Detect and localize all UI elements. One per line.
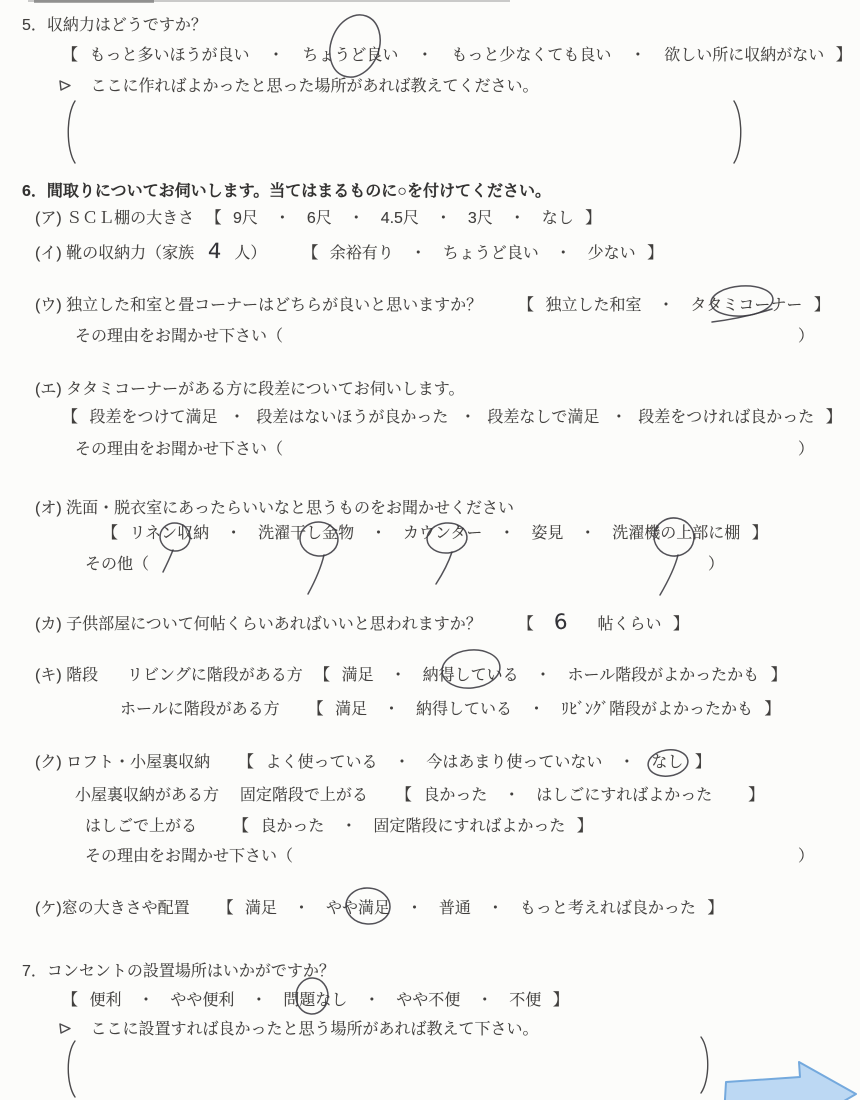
bracket-open: 【 <box>517 616 534 633</box>
separator-dot: ・ <box>250 992 267 1009</box>
close-paren: ） <box>798 328 815 345</box>
q7-option-2-selected: 問題なし <box>283 991 347 1011</box>
q6-title: 6．間取りについてお伺いします。当てはまるものに○を付けてください。 <box>22 183 551 200</box>
bracket-open: 【 <box>205 210 222 227</box>
q6-a-row <box>35 209 608 229</box>
separator-dot: ・ <box>390 667 407 684</box>
q6-ki-row1-option-2: ホール階段がよかったかも <box>567 667 760 684</box>
q5-prompt: ここに作ればよかったと思った場所があれば教えてください。 <box>58 77 538 97</box>
q6-ku-row3-option-1: 固定階段にすればよかった <box>373 818 566 835</box>
q6-ku-row2 <box>75 786 771 806</box>
answer-paren-right <box>698 1036 714 1094</box>
q6-ku-option-1: 今はあまり使っていない <box>426 754 603 771</box>
q6-ka-row <box>35 609 696 635</box>
handwritten-number-6: 6 <box>553 609 569 635</box>
bracket-open: 【 <box>302 245 319 262</box>
q6-o-option-2-selected: カウンター <box>403 524 482 544</box>
bracket-open: 【 <box>314 667 331 684</box>
q6-i-row <box>35 238 670 264</box>
q6-ki-row2 <box>120 700 787 720</box>
q6-ka-label: (カ) 子供部屋について何帖くらいあればいいと思われますか？ <box>35 616 482 633</box>
separator-dot: ・ <box>435 210 452 227</box>
bracket-close: 】 <box>707 900 724 917</box>
q6-ku-row3-option-0: 良かった <box>260 818 325 835</box>
q6-o-option-3: 姿見 <box>531 525 564 542</box>
page-turn-arrow <box>718 1058 860 1100</box>
q7-prompt: ここに設置すれば良かったと思う場所があれば教えて下さい。 <box>58 1020 538 1040</box>
separator-dot: ・ <box>363 992 380 1009</box>
q6-a-option-4: なし <box>541 210 574 227</box>
separator-dot: ・ <box>476 992 493 1009</box>
handwritten-number-4: 4 <box>207 238 222 264</box>
separator-dot: ・ <box>137 992 154 1009</box>
q6-u-option-0: 独立した和室 <box>545 297 642 314</box>
q6-ki-row2-label: ホールに階段がある方 <box>120 701 280 718</box>
q6-ki-row2-option-0: 満足 <box>335 701 368 718</box>
q6-u-reason: その理由をお聞かせ下さい（ ） <box>75 328 815 345</box>
q6-ke-option-3: もっと考えれば良かった <box>519 900 696 917</box>
q6-ke-option-0: 満足 <box>245 900 278 917</box>
separator-dot: ・ <box>267 47 284 64</box>
q6-ku-row2-option-0: 良かった <box>423 787 488 804</box>
q6-i-label-post: 人） <box>234 245 267 262</box>
bracket-open: 【 <box>395 787 412 804</box>
q6-i-option-2: 少ない <box>587 245 636 262</box>
bracket-close: 】 <box>552 992 569 1009</box>
bracket-close: 】 <box>585 210 602 227</box>
q6-ku-row1 <box>35 753 718 773</box>
separator-dot: ・ <box>340 818 357 835</box>
answer-paren-right <box>731 100 747 164</box>
bracket-open: 【 <box>217 900 234 917</box>
q6-ku-row2-pre: 小屋裏収納がある方 <box>75 787 220 804</box>
q6-ki-row1 <box>35 666 794 686</box>
q6-ka-unit: 帖くらい <box>597 616 662 633</box>
q6-ku-label: (ク) ロフト・小屋裏収納 <box>35 754 211 771</box>
q6-e-reason: その理由をお聞かせ下さい（ ） <box>75 441 815 458</box>
q5-option-3: 欲しい所に収納がない <box>664 47 825 64</box>
q6-ke-option-1-selected: やや満足 <box>326 899 390 919</box>
q6-ku-row2-label: 固定階段で上がる <box>239 787 368 804</box>
q6-a-option-1: 6尺 <box>306 210 332 227</box>
q6-o-option-1-selected: 洗濯干し金物 <box>258 524 354 544</box>
q6-ku-option-2-selected: なし <box>651 753 683 773</box>
q6-u-option-1-selected: タタミコーナー <box>690 296 802 316</box>
q6-u-row <box>35 296 837 316</box>
handwritten-circle <box>322 10 392 82</box>
bracket-open: 【 <box>102 525 119 542</box>
q6-ke-label: (ケ)窓の大きさや配置 <box>35 900 190 917</box>
q6-ki-row1-option-0: 満足 <box>341 667 374 684</box>
q6-ki-row1-option-1-selected: 納得している <box>423 666 519 686</box>
bracket-close: 】 <box>764 701 781 718</box>
answer-paren-left <box>62 100 78 164</box>
q7-title: 7．コンセントの設置場所はいかがですか？ <box>22 963 335 980</box>
separator-dot: ・ <box>225 525 242 542</box>
bracket-open: 【 <box>62 992 79 1009</box>
q6-a-option-3: 3尺 <box>467 210 493 227</box>
q6-o-label: (オ) 洗面・脱衣室にあったらいいなと思うものをお聞かせください <box>35 500 514 517</box>
q7-option-1: やや便利 <box>170 992 235 1009</box>
q6-i-option-1: ちょうど良い <box>442 245 539 262</box>
q6-e-options <box>55 408 849 428</box>
q6-ke-option-2: 普通 <box>438 900 471 917</box>
separator-dot: ・ <box>348 210 365 227</box>
separator-dot: ・ <box>629 47 646 64</box>
q6-a-option-0: 9尺 <box>233 210 258 227</box>
separator-dot: ・ <box>416 47 433 64</box>
separator-dot: ・ <box>657 297 674 314</box>
q6-ki-row2-option-2: ﾘﾋﾞﾝｸﾞ階段がよかったかも <box>560 701 753 718</box>
bracket-open: 【 <box>232 818 249 835</box>
q6-ki-label: (キ) 階段 <box>35 667 99 684</box>
q7-option-4: 不便 <box>509 992 542 1009</box>
q6-ku-row3-label: はしごで上がる <box>85 818 198 835</box>
q6-o-option-4-selected: 洗濯機の上部に棚 <box>612 524 740 544</box>
q5-title: 5．収納力はどうですか？ <box>22 17 207 34</box>
bracket-open: 【 <box>238 754 255 771</box>
q5-option-0: もっと多いほうが良い <box>89 47 250 64</box>
q7-option-0: 便利 <box>89 992 122 1009</box>
separator-dot: ・ <box>293 900 310 917</box>
q7-options <box>55 991 576 1011</box>
close-paren: ） <box>798 848 815 865</box>
separator-dot: ・ <box>410 245 427 262</box>
q6-u-label: (ウ) 独立した和室と畳コーナーはどちらが良いと思いますか？ <box>35 297 483 314</box>
q6-o-option-0-selected: リネン収納 <box>129 524 209 544</box>
separator-dot: ・ <box>228 409 245 426</box>
q6-o-options <box>95 524 775 544</box>
q6-a-label: (ア) ＳＣＬ棚の大きさ <box>35 210 195 227</box>
bracket-close: 】 <box>647 245 664 262</box>
bracket-close: 】 <box>751 525 768 542</box>
q6-ke-row <box>35 899 730 919</box>
separator-dot: ・ <box>618 754 635 771</box>
q6-ki-row1-label: リビングに階段がある方 <box>127 667 303 684</box>
bracket-close: 】 <box>576 818 593 835</box>
bracket-open: 【 <box>518 297 535 314</box>
bracket-open: 【 <box>307 701 324 718</box>
bracket-open: 【 <box>62 409 79 426</box>
q6-e-label: (エ) タタミコーナーがある方に段差についてお伺いします。 <box>35 381 465 398</box>
separator-dot: ・ <box>579 525 596 542</box>
prompt-arrow-icon <box>58 1021 72 1035</box>
separator-dot: ・ <box>509 210 526 227</box>
bracket-open: 【 <box>62 47 79 64</box>
separator-dot: ・ <box>555 245 572 262</box>
bracket-close: 】 <box>770 667 787 684</box>
separator-dot: ・ <box>503 787 520 804</box>
q5-options <box>55 46 859 66</box>
q6-ku-option-0: よく使っている <box>265 754 378 771</box>
bracket-close: 】 <box>748 787 765 804</box>
bracket-close: 】 <box>835 47 852 64</box>
q6-i-option-0: 余裕有り <box>329 245 394 262</box>
answer-paren-left <box>62 1040 78 1098</box>
scan-artifact <box>34 0 154 3</box>
q6-e-option-0: 段差をつけて満足 <box>89 409 218 426</box>
bracket-close: 】 <box>813 297 830 314</box>
q5-option-1-selected: ちょうど良い <box>302 46 398 66</box>
separator-dot: ・ <box>535 667 552 684</box>
separator-dot: ・ <box>406 900 423 917</box>
close-paren: ） <box>708 556 725 573</box>
q6-e-option-1: 段差はないほうが良かった <box>256 409 449 426</box>
q7-option-3: やや不便 <box>396 992 461 1009</box>
close-paren: ） <box>798 441 815 458</box>
prompt-arrow-icon <box>58 78 72 92</box>
separator-dot: ・ <box>383 701 400 718</box>
q6-a-option-2: 4.5尺 <box>380 210 419 227</box>
q6-e-option-2: 段差なしで満足 <box>487 409 600 426</box>
q6-o-other: その他（ ） <box>85 556 725 573</box>
q6-ki-row2-option-1: 納得している <box>416 701 513 718</box>
separator-dot: ・ <box>393 754 410 771</box>
q6-e-option-3: 段差をつければ良かった <box>638 409 815 426</box>
q5-option-2: もっと少なくても良い <box>451 47 612 64</box>
q6-ku-row3 <box>85 817 600 837</box>
separator-dot: ・ <box>487 900 504 917</box>
separator-dot: ・ <box>274 210 291 227</box>
q6-ku-row2-option-1: はしごにすればよかった <box>536 787 713 804</box>
bracket-close: 】 <box>825 409 842 426</box>
separator-dot: ・ <box>459 409 476 426</box>
q6-i-label: (イ) 靴の収納力（家族 <box>35 245 195 262</box>
q6-ku-reason: その理由をお聞かせ下さい（ ） <box>85 848 815 865</box>
bracket-close: 】 <box>694 754 711 771</box>
separator-dot: ・ <box>370 525 387 542</box>
separator-dot: ・ <box>528 701 545 718</box>
separator-dot: ・ <box>610 409 627 426</box>
separator-dot: ・ <box>498 525 515 542</box>
bracket-close: 】 <box>672 616 689 633</box>
